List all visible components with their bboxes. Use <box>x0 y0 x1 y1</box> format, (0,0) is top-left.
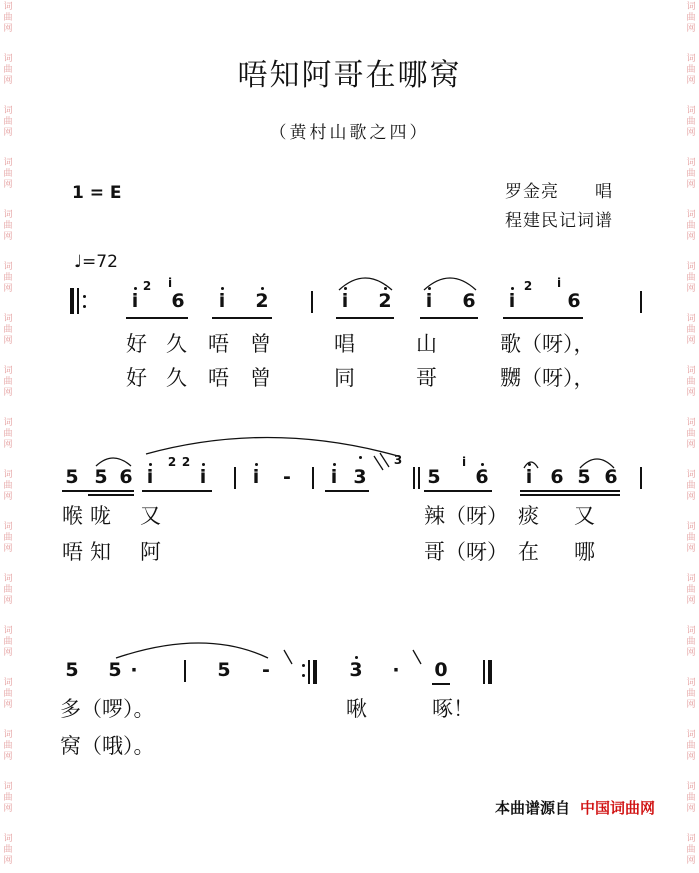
octave-dot <box>344 287 347 290</box>
octave-dot <box>511 287 514 290</box>
lyric: 嬲（呀）， <box>500 366 595 390</box>
watermark-char: 曲 <box>3 481 13 491</box>
beam <box>62 490 134 492</box>
watermark-char: 网 <box>686 700 696 710</box>
watermark-char: 网 <box>3 492 13 502</box>
beam <box>142 490 212 492</box>
watermark-char: 曲 <box>686 169 696 179</box>
watermark-char: 网 <box>3 804 13 814</box>
watermark-char: 词 <box>686 54 696 64</box>
watermark-char: 曲 <box>3 637 13 647</box>
note: 6 <box>475 466 489 488</box>
beam <box>336 317 394 319</box>
note: 5 <box>65 466 79 488</box>
barline <box>234 467 236 489</box>
note: 2 <box>378 290 392 312</box>
watermark-char: 词 <box>686 314 696 324</box>
lyric: 喉 <box>62 504 83 528</box>
watermark-char: 网 <box>3 596 13 606</box>
watermark-char: 曲 <box>3 325 13 335</box>
note: 5 <box>65 659 79 681</box>
lyric: 又 <box>574 504 595 528</box>
repeat-dot <box>302 664 305 667</box>
watermark-char: 词 <box>3 574 13 584</box>
lyric: 哥（呀） <box>424 540 508 564</box>
watermark-char: 词 <box>3 730 13 740</box>
watermark-char: 曲 <box>686 13 696 23</box>
barline <box>184 660 186 682</box>
watermark-char: 网 <box>686 856 696 866</box>
note: 2 <box>255 290 269 312</box>
lyric: 啄！ <box>432 697 474 721</box>
lyric: 久 <box>166 332 187 356</box>
watermark-char: 曲 <box>3 221 13 231</box>
note: i <box>131 290 139 312</box>
octave-dot <box>355 656 358 659</box>
beam <box>420 317 478 319</box>
note: 5 <box>108 659 122 681</box>
watermark-char: 网 <box>686 128 696 138</box>
beam <box>520 494 620 496</box>
lyric: 歌（呀）， <box>500 332 595 356</box>
watermark-char: 网 <box>3 284 13 294</box>
beam <box>88 494 134 496</box>
beam <box>325 490 369 492</box>
footer-brand-link[interactable]: 中国词曲网 <box>580 799 656 817</box>
dot-extension: · <box>392 659 400 681</box>
watermark-char: 网 <box>3 128 13 138</box>
watermark-char: 网 <box>686 648 696 658</box>
watermark-char: 词 <box>686 262 696 272</box>
note: i <box>252 466 260 488</box>
watermark-char: 曲 <box>3 65 13 75</box>
footer-source-label: 本曲谱源自 <box>495 799 571 817</box>
transcriber-credit: 程建民记词谱 <box>505 211 613 231</box>
lyric: 多（啰）。 <box>60 697 155 721</box>
watermark-char: 网 <box>3 440 13 450</box>
grace-note: i <box>167 276 173 290</box>
watermark-char: 网 <box>686 492 696 502</box>
watermark-char: 曲 <box>3 273 13 283</box>
watermark-char: 曲 <box>3 845 13 855</box>
watermark-char: 网 <box>3 544 13 554</box>
octave-dot <box>255 463 258 466</box>
note: 5 <box>94 466 108 488</box>
note: i <box>218 290 226 312</box>
dash: - <box>262 659 270 681</box>
lyric: 山 <box>416 332 437 356</box>
watermark-char: 曲 <box>686 793 696 803</box>
octave-dot <box>221 287 224 290</box>
watermark-char: 词 <box>3 210 13 220</box>
watermark-char: 曲 <box>686 429 696 439</box>
watermark-char: 曲 <box>3 169 13 179</box>
repeat-end-thick <box>313 660 317 684</box>
watermark-char: 词 <box>3 678 13 688</box>
lyric: 阿 <box>140 540 161 564</box>
note: 6 <box>604 466 618 488</box>
repeat-start-thick <box>70 288 74 314</box>
grace-note: i <box>556 276 562 290</box>
note: i <box>330 466 338 488</box>
note: 6 <box>462 290 476 312</box>
note: 6 <box>550 466 564 488</box>
watermark-char: 曲 <box>686 377 696 387</box>
grace-note: i <box>461 455 467 469</box>
note: 6 <box>567 290 581 312</box>
watermark-char: 曲 <box>3 117 13 127</box>
lyric: 知 <box>90 540 111 564</box>
lyric: 痰 <box>518 504 539 528</box>
watermark-char: 词 <box>686 366 696 376</box>
watermark-char: 词 <box>3 626 13 636</box>
lyric: 唔 <box>208 332 229 356</box>
lyric: 辣（呀） <box>424 504 508 528</box>
octave-dot <box>261 287 264 290</box>
dash: - <box>283 466 291 488</box>
beam <box>520 490 620 492</box>
barline <box>640 291 642 313</box>
watermark-char: 网 <box>686 180 696 190</box>
barline <box>418 467 420 489</box>
lyric: 又 <box>140 504 161 528</box>
watermark-char: 词 <box>686 678 696 688</box>
tempo-marking: ♩=72 <box>74 252 118 272</box>
watermark-char: 词 <box>3 2 13 12</box>
watermark-char: 网 <box>686 804 696 814</box>
dot-extension: · <box>130 659 138 681</box>
watermark-char: 词 <box>3 262 13 272</box>
note: i <box>199 466 207 488</box>
repeat-start-thin <box>77 288 79 314</box>
beam <box>432 683 450 685</box>
repeat-dot <box>83 295 86 298</box>
beam <box>503 317 583 319</box>
octave-dot <box>333 463 336 466</box>
watermark-char: 网 <box>686 440 696 450</box>
watermark-char: 网 <box>3 180 13 190</box>
watermark-char: 词 <box>686 418 696 428</box>
watermark-char: 曲 <box>686 221 696 231</box>
lyric: 唔 <box>208 366 229 390</box>
grace-note: 2 <box>523 279 533 293</box>
grace-note: 2 <box>181 455 191 469</box>
watermark-char: 网 <box>686 544 696 554</box>
final-barline-thin <box>483 660 485 684</box>
watermark-char: 网 <box>3 388 13 398</box>
note: 5 <box>217 659 231 681</box>
song-subtitle: （黄村山歌之四） <box>269 123 430 143</box>
watermark-char: 词 <box>3 418 13 428</box>
lyric: 哪 <box>574 540 595 564</box>
lyric: 啾 <box>346 697 367 721</box>
watermark-char: 网 <box>686 232 696 242</box>
note: 3 <box>353 466 367 488</box>
lyric: 在 <box>518 540 539 564</box>
note: 3 <box>349 659 363 681</box>
note: i <box>508 290 516 312</box>
watermark-char: 网 <box>3 24 13 34</box>
key-signature: 1 = E <box>72 183 122 203</box>
lyric: 咙 <box>90 504 111 528</box>
octave-dot <box>428 287 431 290</box>
octave-dot <box>202 463 205 466</box>
watermark-char: 词 <box>3 366 13 376</box>
watermark-char: 曲 <box>3 793 13 803</box>
watermark-char: 网 <box>686 76 696 86</box>
watermark-char: 曲 <box>686 637 696 647</box>
watermark-char: 曲 <box>686 689 696 699</box>
note: i <box>425 290 433 312</box>
watermark-char: 词 <box>686 106 696 116</box>
lyric: 唱 <box>334 332 355 356</box>
lyric: 唔 <box>62 540 83 564</box>
rest: 0 <box>434 659 448 681</box>
grace-note: 3 <box>393 453 403 467</box>
beam <box>212 317 272 319</box>
watermark-char: 网 <box>3 648 13 658</box>
repeat-dot <box>302 674 305 677</box>
lyric: 好 <box>126 366 147 390</box>
watermark-char: 曲 <box>686 117 696 127</box>
lyric: 久 <box>166 366 187 390</box>
watermark-char: 曲 <box>686 533 696 543</box>
watermark-char: 曲 <box>3 533 13 543</box>
octave-dot <box>134 287 137 290</box>
octave-dot <box>149 463 152 466</box>
repeat-end-thin <box>308 660 310 684</box>
watermark-char: 网 <box>3 76 13 86</box>
note: i <box>146 466 154 488</box>
watermark-char: 词 <box>686 470 696 480</box>
note: 5 <box>577 466 591 488</box>
watermark-char: 网 <box>686 284 696 294</box>
grace-note: 2 <box>167 455 177 469</box>
watermark-char: 词 <box>3 314 13 324</box>
watermark-char: 词 <box>3 834 13 844</box>
watermark-char: 网 <box>686 24 696 34</box>
watermark-char: 词 <box>686 522 696 532</box>
octave-dot <box>359 456 362 459</box>
watermark-char: 曲 <box>686 845 696 855</box>
note: i <box>525 466 533 488</box>
watermark-char: 网 <box>686 596 696 606</box>
watermark-char: 曲 <box>3 429 13 439</box>
watermark-char: 词 <box>3 106 13 116</box>
song-title: 唔知阿哥在哪窝 <box>237 58 462 93</box>
watermark-char: 曲 <box>686 585 696 595</box>
lyric: 窝（哦）。 <box>60 734 155 758</box>
lyric: 同 <box>334 366 355 390</box>
watermark-char: 词 <box>686 782 696 792</box>
watermark-char: 词 <box>686 210 696 220</box>
note: 5 <box>427 466 441 488</box>
beam <box>126 317 188 319</box>
watermark-char: 词 <box>686 158 696 168</box>
watermark-char: 词 <box>3 470 13 480</box>
lyric: 好 <box>126 332 147 356</box>
beam <box>424 490 492 492</box>
watermark-char: 词 <box>3 54 13 64</box>
octave-dot <box>481 463 484 466</box>
watermark-char: 曲 <box>686 741 696 751</box>
watermark-char: 曲 <box>686 65 696 75</box>
watermark-char: 网 <box>686 336 696 346</box>
watermark-char: 曲 <box>3 741 13 751</box>
watermark-char: 曲 <box>3 13 13 23</box>
watermark-char: 词 <box>3 158 13 168</box>
barline <box>311 291 313 313</box>
repeat-dot <box>83 305 86 308</box>
watermark-char: 网 <box>686 752 696 762</box>
barline <box>413 467 415 489</box>
watermark-char: 网 <box>3 232 13 242</box>
singer-credit: 罗金亮 唱 <box>505 182 613 202</box>
watermark-char: 曲 <box>686 481 696 491</box>
watermark-char: 网 <box>3 752 13 762</box>
watermark-char: 词 <box>686 574 696 584</box>
watermark-char: 网 <box>3 856 13 866</box>
watermark-char: 网 <box>3 336 13 346</box>
watermark-char: 曲 <box>3 377 13 387</box>
lyric: 哥 <box>416 366 437 390</box>
octave-dot <box>384 287 387 290</box>
grace-note: 2 <box>142 279 152 293</box>
watermark-char: 曲 <box>3 689 13 699</box>
watermark-char: 词 <box>686 2 696 12</box>
note: 6 <box>171 290 185 312</box>
watermark-char: 曲 <box>686 325 696 335</box>
watermark-char: 词 <box>686 834 696 844</box>
watermark-char: 词 <box>686 626 696 636</box>
final-barline-thick <box>488 660 492 684</box>
watermark-char: 曲 <box>3 585 13 595</box>
note: i <box>341 290 349 312</box>
note: 6 <box>119 466 133 488</box>
barline <box>312 467 314 489</box>
watermark-char: 网 <box>3 700 13 710</box>
octave-dot <box>528 463 531 466</box>
lyric: 曾 <box>250 366 271 390</box>
watermark-char: 词 <box>3 782 13 792</box>
watermark-char: 词 <box>686 730 696 740</box>
watermark-char: 曲 <box>686 273 696 283</box>
watermark-char: 网 <box>686 388 696 398</box>
barline <box>640 467 642 489</box>
lyric: 曾 <box>250 332 271 356</box>
watermark-char: 词 <box>3 522 13 532</box>
